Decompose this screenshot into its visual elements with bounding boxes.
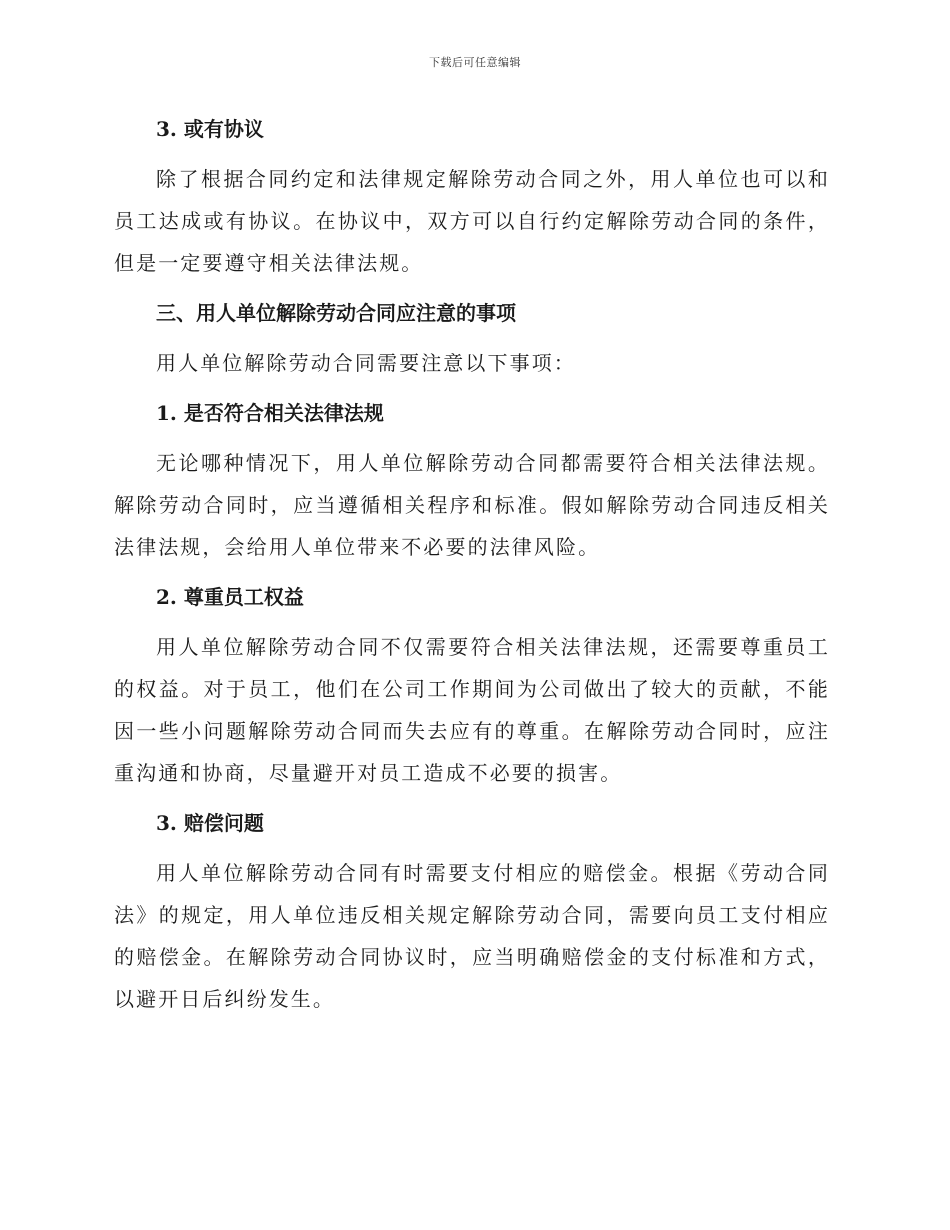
section-heading: 1. 是否符合相关法律法规: [156, 401, 384, 425]
page-header: 下载后可任意编辑: [429, 56, 521, 69]
document-body: [114, 112, 830, 1020]
section-heading: 3. 或有协议: [156, 117, 264, 141]
section-heading: 3. 赔偿问题: [156, 811, 264, 835]
paragraph: 无论哪种情况下，用人单位解除劳动合同都需要符合相关法律法规。解除劳动合同时，应当遵循相关程序和标准。假如解除劳动合同违反相关法律法规，会给用人单位带来不必要的法律风险。: [114, 451, 830, 559]
section-heading: 2. 尊重员工权益: [156, 585, 304, 609]
paragraph: 用人单位解除劳动合同需要注意以下事项：: [156, 351, 576, 375]
section-heading: 三、用人单位解除劳动合同应注意的事项: [156, 301, 516, 325]
paragraph: 除了根据合同约定和法律规定解除劳动合同之外，用人单位也可以和员工达成或有协议。在协议中，双方可以自行约定解除劳动合同的条件，但是一定要遵守相关法律法规。: [114, 167, 830, 275]
paragraph: 用人单位解除劳动合同不仅需要符合相关法律法规，还需要尊重员工的权益。对于员工，他们在公司工作期间为公司做出了较大的贡献，不能因一些小问题解除劳动合同而失去应有的尊重。在解除劳动合同时，应注重沟通和协商，尽量避开对员工造成不必要的损害。: [114, 635, 830, 785]
paragraph: 用人单位解除劳动合同有时需要支付相应的赔偿金。根据《劳动合同法》的规定，用人单位违反相关规定解除劳动合同，需要向员工支付相应的赔偿金。在解除劳动合同协议时，应当明确赔偿金的支付标准和方式，以避开日后纠纷发生。: [114, 861, 830, 1011]
